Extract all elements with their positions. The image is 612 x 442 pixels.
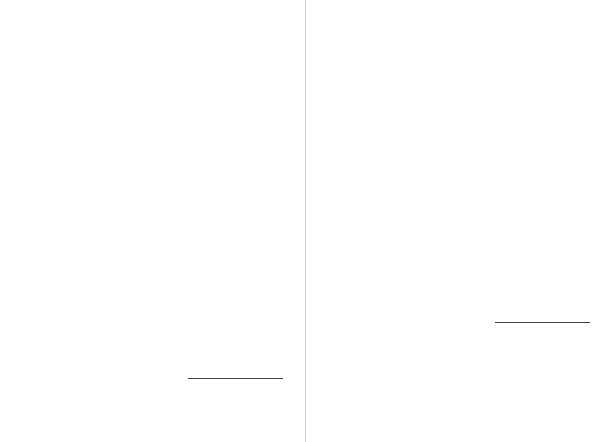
left-footnote-rule <box>188 378 283 379</box>
right-page <box>306 0 612 442</box>
right-footnote-rule <box>495 322 590 323</box>
